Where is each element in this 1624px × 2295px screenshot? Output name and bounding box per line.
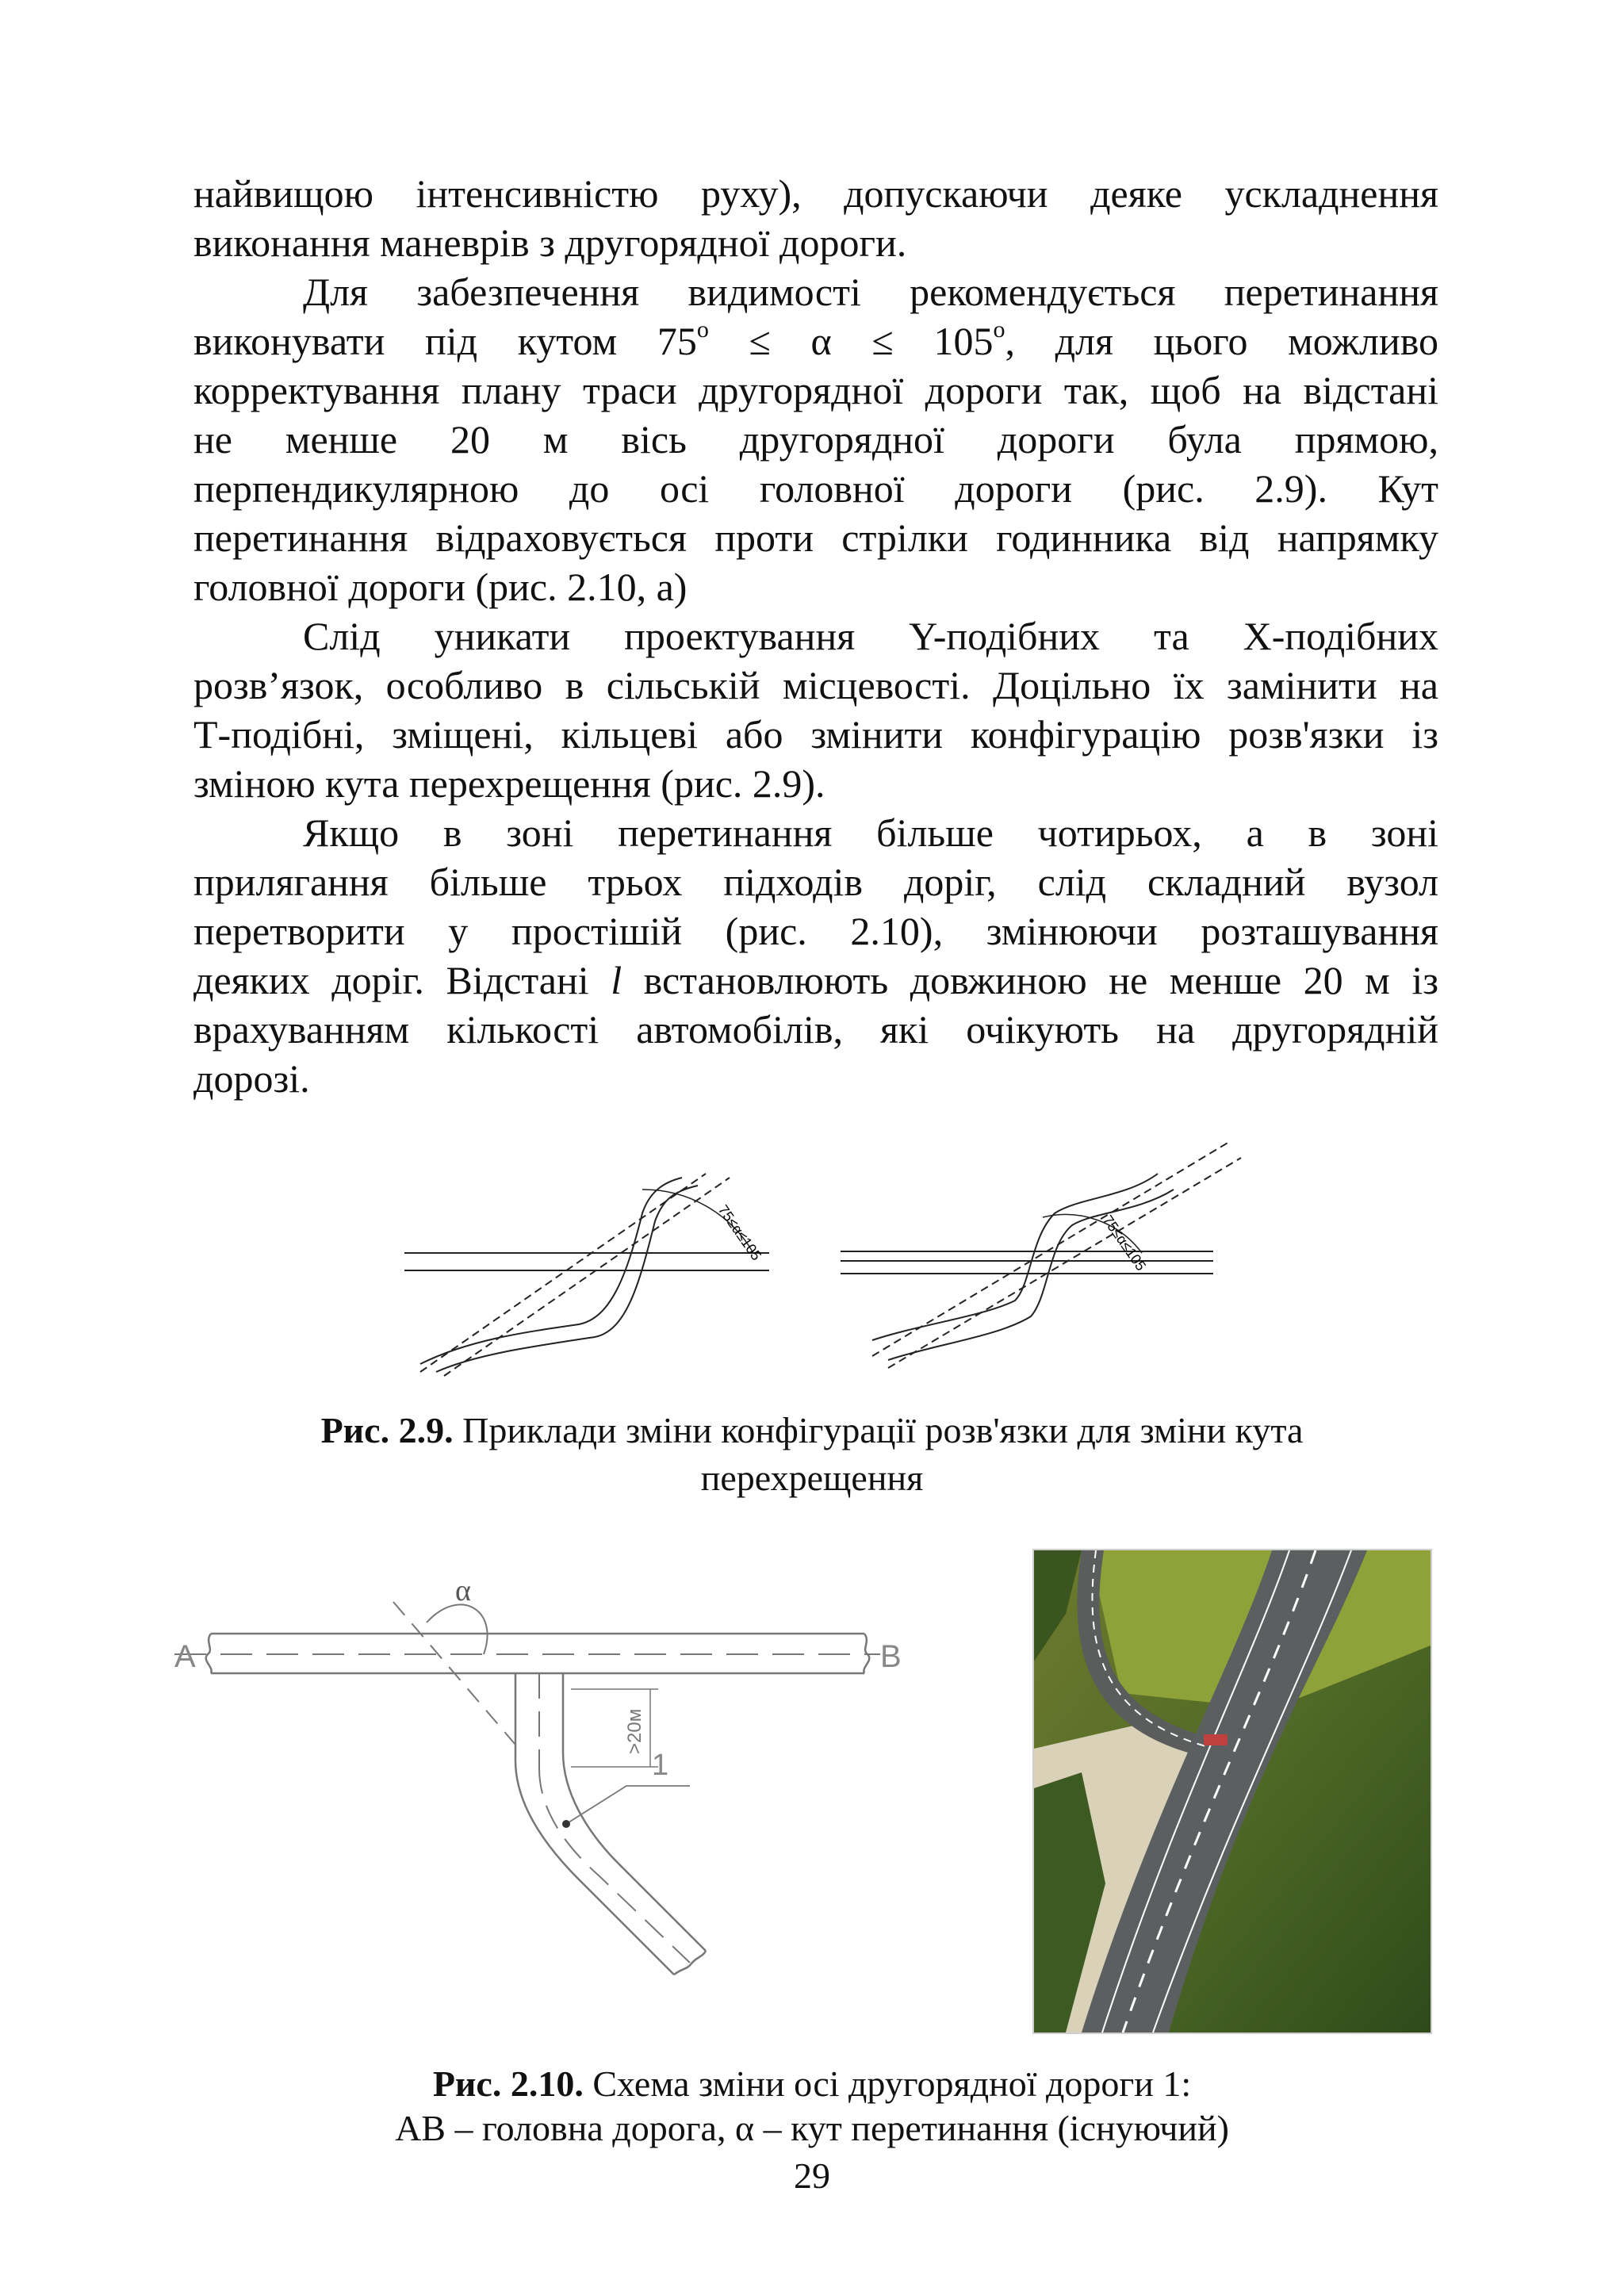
body-line-11: розв’язок, особливо в сільській місцевості. Доцільно їх замінити на	[193, 663, 1438, 707]
fig210-schematic	[167, 1574, 959, 2022]
fig29-caption-line-1	[0, 1408, 1624, 1453]
body-line-7: перпендикулярною до осі головної дороги (рис. 2.9). Кут	[193, 466, 1438, 511]
angle-v1: 75	[657, 319, 697, 363]
body-line-16: перетворити у простішій (рис. 2.10), змінюючи розташування	[193, 909, 1438, 953]
aerial-photo	[1032, 1549, 1432, 2034]
angle-v2: 105	[933, 319, 994, 363]
body-line-17	[193, 956, 1438, 1004]
body-line-4-text: виконувати під кутом	[193, 319, 618, 363]
l-variable: l	[611, 958, 622, 1002]
body-line-8: перетинання відраховується проти стрілки годинника від напрямку	[193, 515, 1438, 560]
page-number: 29	[794, 2155, 830, 2196]
alpha-symbol: α	[810, 319, 832, 363]
le-sign-2: ≤	[871, 319, 894, 363]
fig29-right-diagram	[841, 1142, 1253, 1380]
fig210-caption-line-2: АВ – головна дорога, α – кут перетинання (існуючий)	[395, 2108, 1229, 2148]
body-line-10: Слід уникати проектування Y-подібних та X-подібних	[303, 614, 1438, 658]
fig210-label-a: A	[174, 1639, 196, 1674]
fig210-caption-label: Рис. 2.10.	[432, 2063, 584, 2104]
body-line-4	[193, 317, 1438, 365]
body-line-12: Т-подібні, зміщені, кільцеві або змінити конфігурацію розв'язки із	[193, 712, 1438, 757]
body-line-17-text: деяких доріг. Відстані	[193, 958, 589, 1002]
fig29-right-angle-label: 75≤α≤105	[1099, 1212, 1150, 1274]
aerial-photo-drawing	[1034, 1550, 1431, 2033]
fig29-caption-text: Приклади зміни конфігурації розв'язки для зміни кута	[453, 1410, 1304, 1450]
fig210-label-alpha: α	[455, 1574, 471, 1607]
body-line-5: корректування плану траси другорядної дороги так, щоб на відстані	[193, 368, 1438, 412]
degree-mark: o	[696, 316, 709, 343]
fig29-left-diagram	[404, 1150, 785, 1388]
body-line-18: врахуванням кількості автомобілів, які очікують на другорядній	[193, 1007, 1438, 1052]
body-line-14: Якщо в зоні перетинання більше чотирьох, а в зоні	[303, 810, 1438, 855]
fig29-caption-label: Рис. 2.9.	[320, 1410, 454, 1450]
fig210-label-b: B	[880, 1639, 902, 1674]
body-line-6: не менше 20 м вісь другорядної дороги була прямою,	[193, 417, 1438, 462]
body-line-3: Для забезпечення видимості рекомендується перетинання	[303, 270, 1438, 314]
le-sign-1: ≤	[749, 319, 771, 363]
l-tail: встановлюють довжиною не менше 20 м із	[622, 958, 1438, 1002]
fig210-caption-line-1	[0, 2062, 1624, 2106]
fig29-caption-line-2: перехрещення	[700, 1458, 924, 1498]
degree-mark-2: o	[993, 316, 1005, 343]
fig210-label-dist: >20м	[624, 1708, 645, 1754]
body-line-13: зміною кута перехрещення (рис. 2.9).	[193, 761, 825, 806]
angle-tail: , для цього можливо	[1005, 319, 1439, 363]
body-line-19: дорозі.	[193, 1056, 310, 1101]
body-line-9: головної дороги (рис. 2.10, а)	[193, 565, 688, 609]
fig210-label-road: 1	[652, 1749, 669, 1782]
body-line-15: прилягання більше трьох підходів доріг, слід складний вузол	[193, 860, 1438, 904]
fig210-caption-text: Схема зміни осі другорядної дороги 1:	[583, 2063, 1192, 2104]
body-line-2: виконання маневрів з другорядної дороги.	[193, 220, 907, 265]
body-line-1: найвищою інтенсивністю руху), допускаючи деяке ускладнення	[193, 171, 1438, 216]
fig29-left-angle-label: 75≤α≤105	[714, 1201, 765, 1264]
